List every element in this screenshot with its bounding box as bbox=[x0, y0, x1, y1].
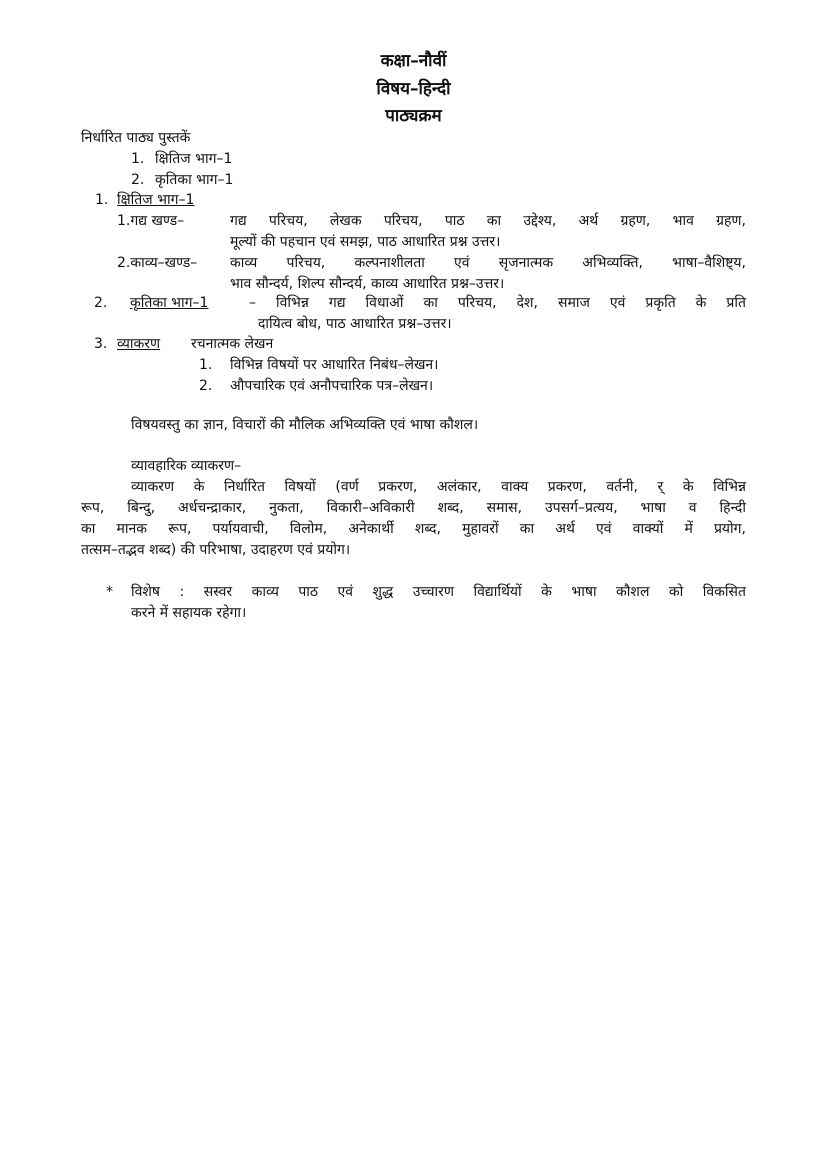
grammar-para-line-3: का मानक रूप, पर्यायवाची, विलोम, अनेकार्थी शब्द, मुहावरों का अर्थ एवं वाक्यों में प्रयोग, bbox=[81, 521, 746, 537]
grammar-para-line-1: व्याकरण के निर्धारित विषयों (वर्ण प्रकरण, अलंकार, वाक्य प्रकरण, वर्तनी, र् के विभिन्न bbox=[131, 479, 746, 495]
subject-title: विषय–हिन्दी bbox=[376, 79, 451, 99]
section-2-line-1: – विभिन्न गद्य विधाओं का परिचय, देश, समाज एवं प्रकृति के प्रति bbox=[249, 295, 746, 311]
note-line-1: विशेष : सस्वर काव्य पाठ एवं शुद्ध उच्चारण विद्यार्थियों के भाषा कौशल को विकसित bbox=[131, 584, 746, 600]
book-2-title: कृतिका भाग–1 bbox=[155, 172, 234, 188]
writing-item-1-text: विभिन्न विषयों पर आधारित निबंध–लेखन। bbox=[230, 357, 439, 373]
writing-item-1-num: 1. bbox=[199, 357, 213, 373]
section-1-title: क्षितिज भाग–1 bbox=[117, 192, 195, 208]
poetry-section-line-2: भाव सौन्दर्य, शिल्प सौन्दर्य, काव्य आधारित प्रश्न–उत्तर। bbox=[230, 276, 505, 292]
poetry-section-line-1: काव्य परिचय, कल्पनाशीलता एवं सृजनात्मक अभिव्यक्ति, भाषा–वैशिष्ट्य, bbox=[230, 255, 746, 271]
creative-writing-heading: रचनात्मक लेखन bbox=[191, 336, 274, 352]
practical-grammar-heading: व्यावहारिक व्याकरण– bbox=[131, 458, 242, 474]
section-2-num: 2. bbox=[94, 295, 108, 311]
grammar-para-line-4: तत्सम–तद्भव शब्द) की परिभाषा, उदाहरण एवं प्रयोग। bbox=[81, 542, 351, 558]
book-2-num: 2. bbox=[131, 172, 145, 188]
prose-section-line-1: गद्य परिचय, लेखक परिचय, पाठ का उद्देश्य, अर्थ ग्रहण, भाव ग्रहण, bbox=[230, 213, 746, 229]
writing-item-2-text: औपचारिक एवं अनौपचारिक पत्र–लेखन। bbox=[230, 378, 434, 394]
section-1-num: 1. bbox=[95, 192, 109, 208]
book-1-title: क्षितिज भाग–1 bbox=[155, 151, 233, 167]
writing-item-2-num: 2. bbox=[199, 378, 213, 394]
book-1-num: 1. bbox=[131, 151, 145, 167]
section-2-title: कृतिका भाग–1 bbox=[130, 295, 209, 311]
prescribed-books-heading: निर्धारित पाठ्य पुस्तकें bbox=[81, 130, 191, 146]
section-3-num: 3. bbox=[94, 336, 108, 352]
poetry-section-label: 2.काव्य–खण्ड– bbox=[117, 255, 198, 271]
prose-section-label: 1.गद्य खण्ड– bbox=[117, 213, 185, 229]
note-star: * bbox=[106, 584, 113, 600]
class-title: कक्षा–नौवीं bbox=[380, 51, 447, 71]
knowledge-line: विषयवस्तु का ज्ञान, विचारों की मौलिक अभिव्यक्ति एवं भाषा कौशल। bbox=[131, 417, 479, 433]
syllabus-title: पाठ्यक्रम bbox=[385, 106, 442, 126]
note-line-2: करने में सहायक रहेगा। bbox=[131, 605, 247, 621]
grammar-para-line-2: रूप, बिन्दु, अर्धचन्द्राकार, नुकता, विकारी–अविकारी शब्द, समास, उपसर्ग–प्रत्यय, भाषा व हिन्दी bbox=[81, 500, 746, 516]
section-2-line-2: दायित्व बोध, पाठ आधारित प्रश्न–उत्तर। bbox=[258, 316, 452, 332]
section-3-title: व्याकरण bbox=[117, 336, 161, 352]
prose-section-line-2: मूल्यों की पहचान एवं समझ, पाठ आधारित प्रश्न उत्तर। bbox=[230, 234, 501, 250]
